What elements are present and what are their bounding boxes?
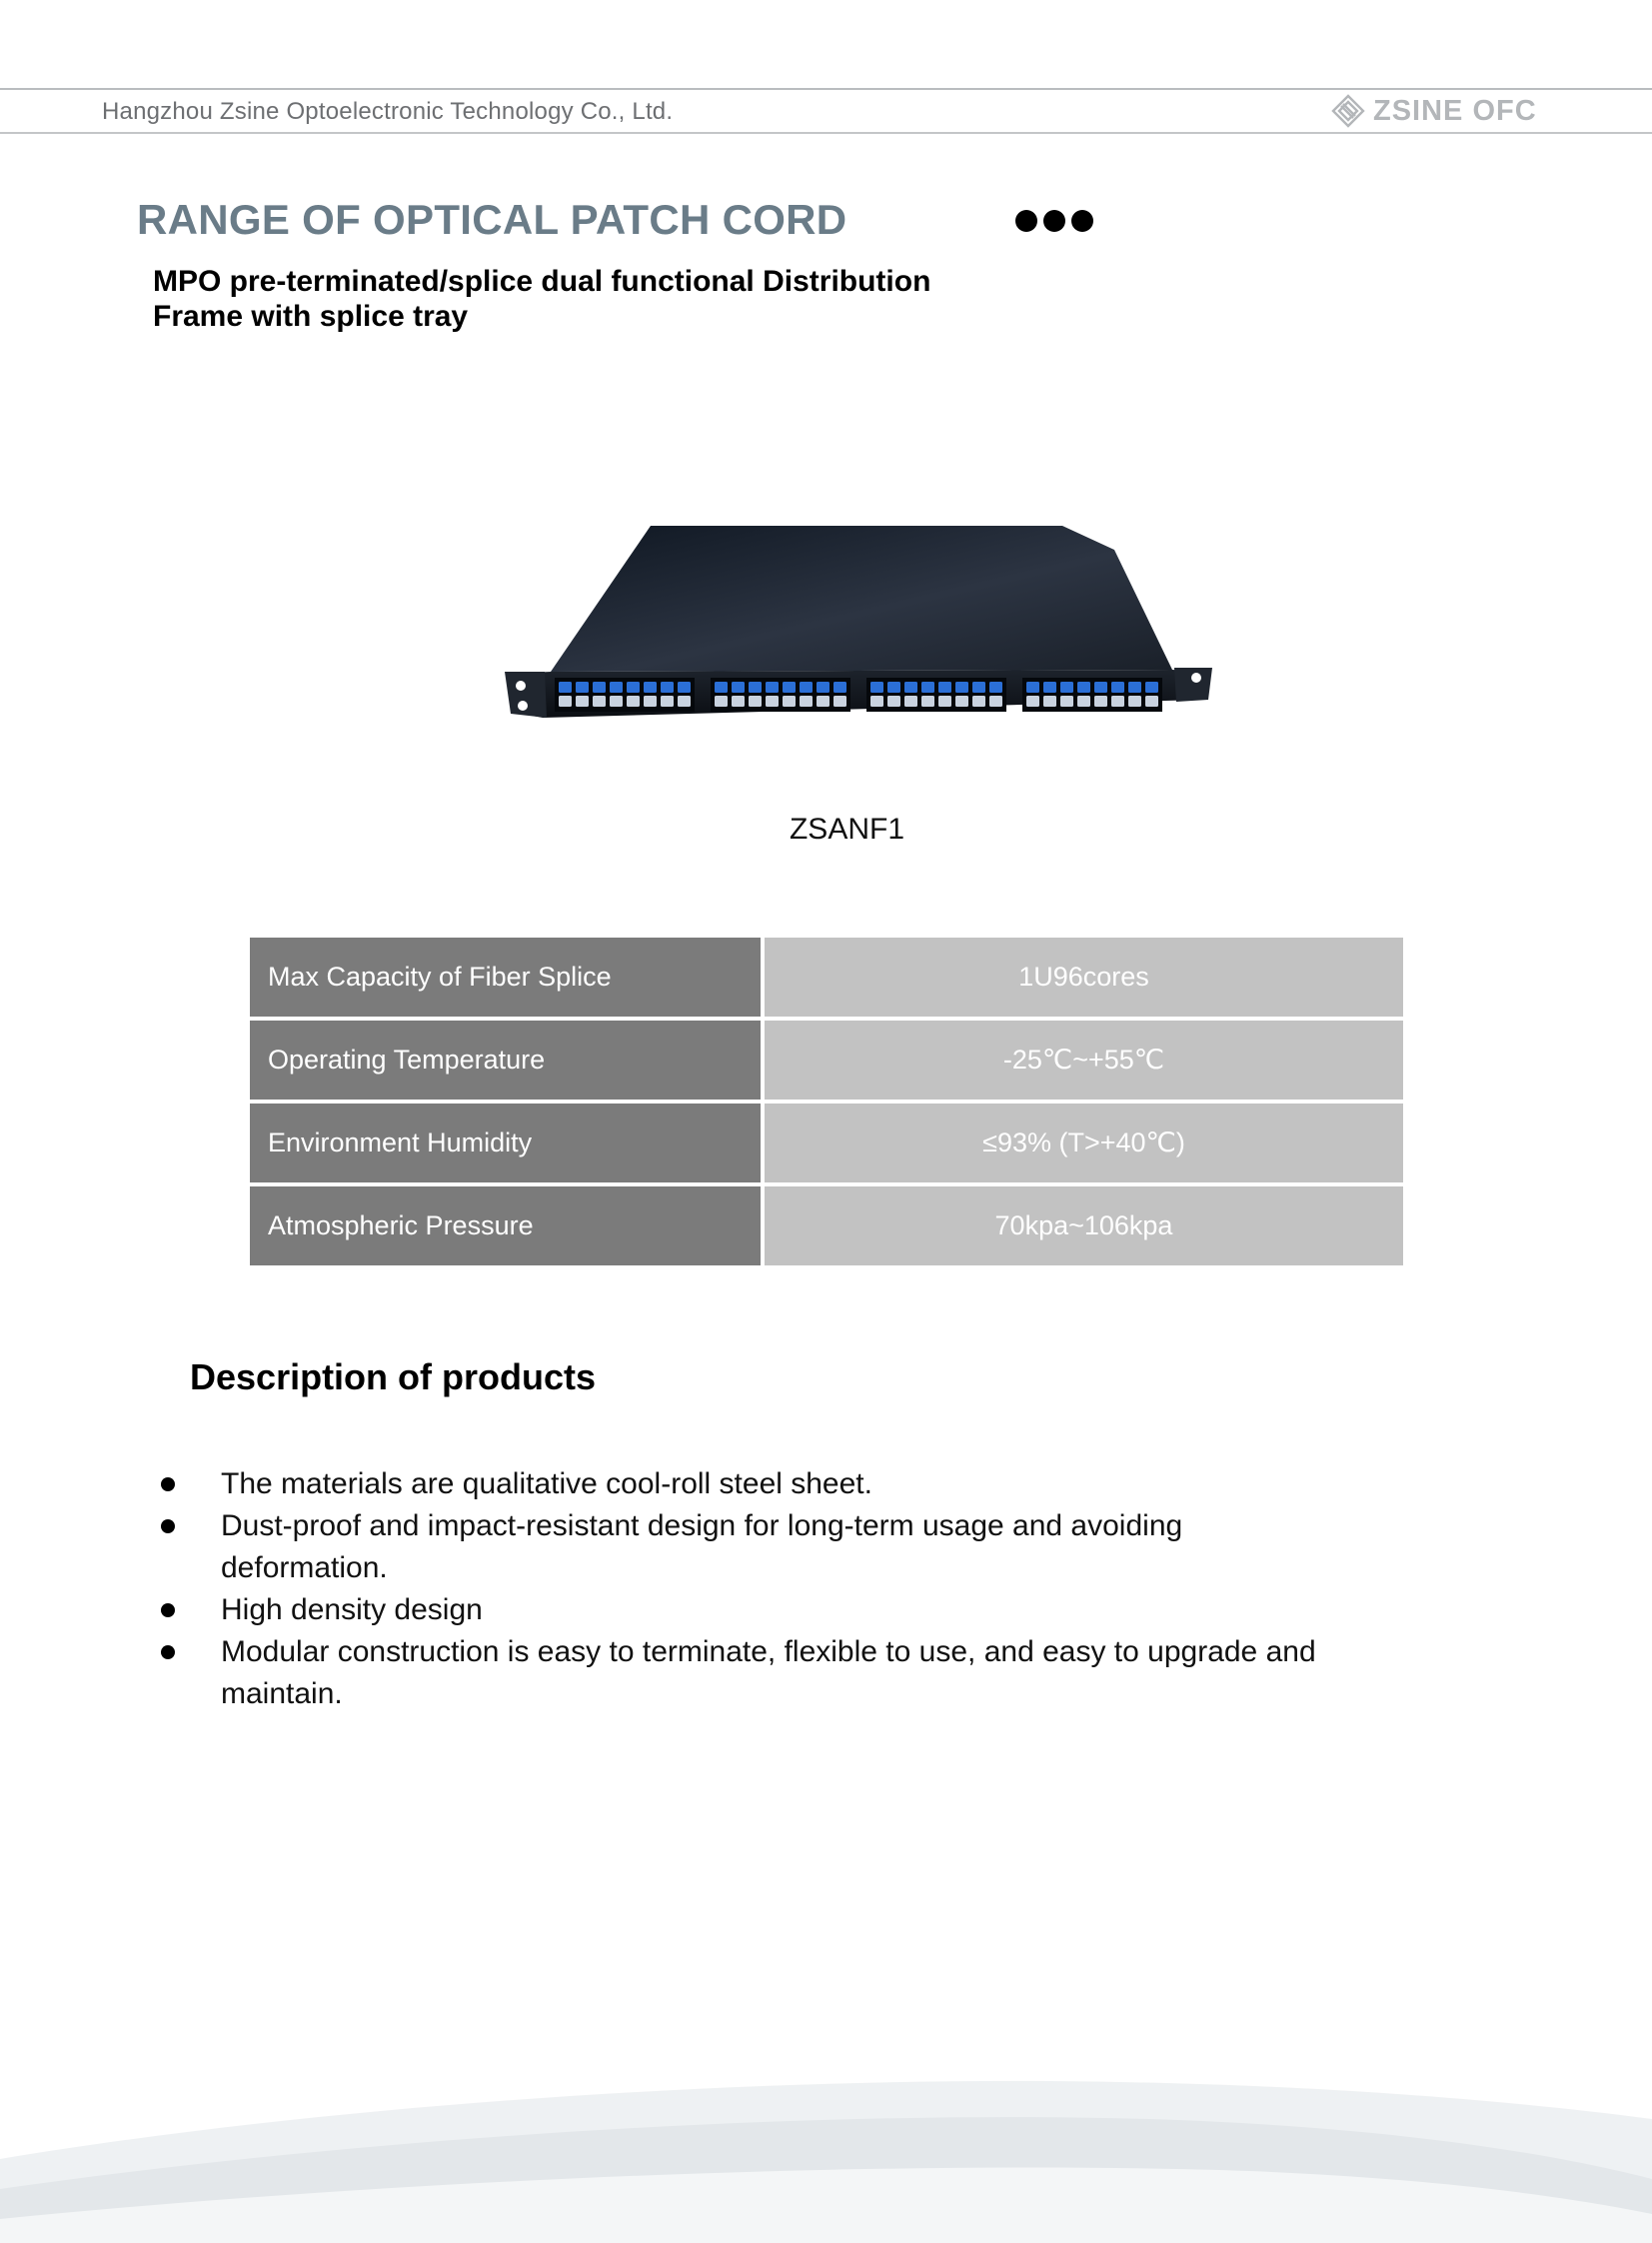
fiber-port: [644, 682, 657, 693]
bullet-icon: [161, 1477, 175, 1491]
fiber-port: [783, 682, 796, 693]
fiber-port: [749, 696, 762, 707]
port-module: [866, 678, 1006, 712]
spec-key: Atmospheric Pressure: [250, 1186, 761, 1265]
fiber-port: [955, 682, 968, 693]
bullet-icon: [161, 1519, 175, 1533]
diamond-logo-icon: [1331, 94, 1365, 128]
spec-key: Max Capacity of Fiber Splice: [250, 938, 761, 1017]
spec-key: Operating Temperature: [250, 1021, 761, 1100]
fiber-port: [1111, 682, 1124, 693]
logo-text: ZSINE OFC: [1373, 94, 1537, 127]
list-item: [158, 1631, 1337, 1715]
fiber-port: [904, 682, 917, 693]
bullet-icon: [161, 1645, 175, 1659]
fiber-port: [938, 696, 951, 707]
fiber-port: [887, 682, 900, 693]
spec-row: [250, 1186, 1403, 1265]
fiber-port: [817, 682, 829, 693]
fiber-port: [1043, 682, 1056, 693]
spec-table: [250, 938, 1403, 1269]
list-item-text: High density design: [221, 1593, 483, 1626]
fiber-port: [1060, 696, 1073, 707]
fiber-port: [644, 696, 657, 707]
fiber-port: [1111, 696, 1124, 707]
fiber-port: [1043, 696, 1056, 707]
fiber-port: [1094, 682, 1107, 693]
fiber-port: [627, 682, 640, 693]
spec-row: [250, 938, 1403, 1017]
fiber-port: [783, 696, 796, 707]
company-name: Hangzhou Zsine Optoelectronic Technology Co., Ltd.: [102, 98, 674, 125]
fiber-port: [576, 682, 589, 693]
fiber-port: [870, 682, 883, 693]
header-bottom-rule: [0, 132, 1652, 134]
dot-icon: [1071, 210, 1093, 232]
fiber-port: [593, 682, 606, 693]
fiber-port: [1077, 696, 1090, 707]
fiber-port: [715, 682, 728, 693]
dot-icon: [1043, 210, 1065, 232]
fiber-port: [870, 696, 883, 707]
fiber-port: [921, 682, 934, 693]
port-module: [711, 678, 850, 712]
fiber-port: [1145, 696, 1158, 707]
fiber-port: [661, 682, 674, 693]
fiber-port: [559, 696, 572, 707]
fiber-port: [1094, 696, 1107, 707]
fiber-port: [715, 696, 728, 707]
fiber-port: [817, 696, 829, 707]
fiber-port: [938, 682, 951, 693]
fiber-port: [678, 682, 691, 693]
page-title: RANGE OF OPTICAL PATCH CORD: [137, 196, 847, 243]
fiber-port: [627, 696, 640, 707]
product-image: [503, 522, 1214, 727]
spec-value: 70kpa~106kpa: [765, 1186, 1403, 1265]
footer-wave: [0, 2059, 1652, 2243]
spec-value: 1U96cores: [765, 938, 1403, 1017]
fiber-port: [972, 682, 985, 693]
fiber-port: [610, 696, 623, 707]
spec-row: [250, 1021, 1403, 1100]
dot-icon: [1015, 210, 1037, 232]
fiber-port: [972, 696, 985, 707]
fiber-port: [921, 696, 934, 707]
spec-row: [250, 1104, 1403, 1182]
fiber-port: [1077, 682, 1090, 693]
fiber-port: [766, 682, 779, 693]
fiber-port: [1128, 682, 1141, 693]
fiber-port: [1128, 696, 1141, 707]
fiber-port: [766, 696, 779, 707]
fiber-port: [1060, 682, 1073, 693]
fiber-port: [800, 696, 813, 707]
spec-value: -25℃~+55℃: [765, 1021, 1403, 1100]
decorative-dots: [1015, 210, 1093, 232]
fiber-port: [1145, 682, 1158, 693]
fiber-port: [576, 696, 589, 707]
description-heading: Description of products: [190, 1356, 597, 1397]
fiber-port: [1026, 696, 1039, 707]
header-top-rule: [0, 88, 1652, 90]
fiber-port: [749, 682, 762, 693]
fiber-port: [833, 696, 846, 707]
list-item-text: Dust-proof and impact-resistant design for long-term usage and avoiding deformation.: [221, 1509, 1183, 1584]
description-list: [158, 1463, 1337, 1715]
fiber-port: [732, 696, 745, 707]
fiber-port: [610, 682, 623, 693]
list-item: [158, 1505, 1337, 1589]
port-module: [555, 678, 695, 712]
list-item: [158, 1589, 1337, 1631]
fiber-port: [559, 682, 572, 693]
product-model: ZSANF1: [789, 813, 905, 846]
port-module: [1022, 678, 1162, 712]
fiber-port: [661, 696, 674, 707]
spec-key: Environment Humidity: [250, 1104, 761, 1182]
fiber-port: [989, 682, 1002, 693]
fiber-port: [1026, 682, 1039, 693]
bullet-icon: [161, 1603, 175, 1617]
product-subtitle: MPO pre-terminated/splice dual functional Distribution Frame with splice tray: [153, 265, 931, 333]
fiber-port: [800, 682, 813, 693]
brand-logo: [1331, 94, 1537, 128]
fiber-port: [887, 696, 900, 707]
spec-value: ≤93% (T>+40℃): [765, 1104, 1403, 1182]
fiber-port: [678, 696, 691, 707]
fiber-port: [833, 682, 846, 693]
list-item-text: Modular construction is easy to terminate, flexible to use, and easy to upgrade and maintain.: [221, 1635, 1316, 1710]
fiber-port: [989, 696, 1002, 707]
list-item-text: The materials are qualitative cool-roll steel sheet.: [221, 1467, 872, 1500]
list-item: [158, 1463, 1337, 1505]
fiber-port: [593, 696, 606, 707]
fiber-port: [732, 682, 745, 693]
fiber-port: [955, 696, 968, 707]
fiber-port: [904, 696, 917, 707]
